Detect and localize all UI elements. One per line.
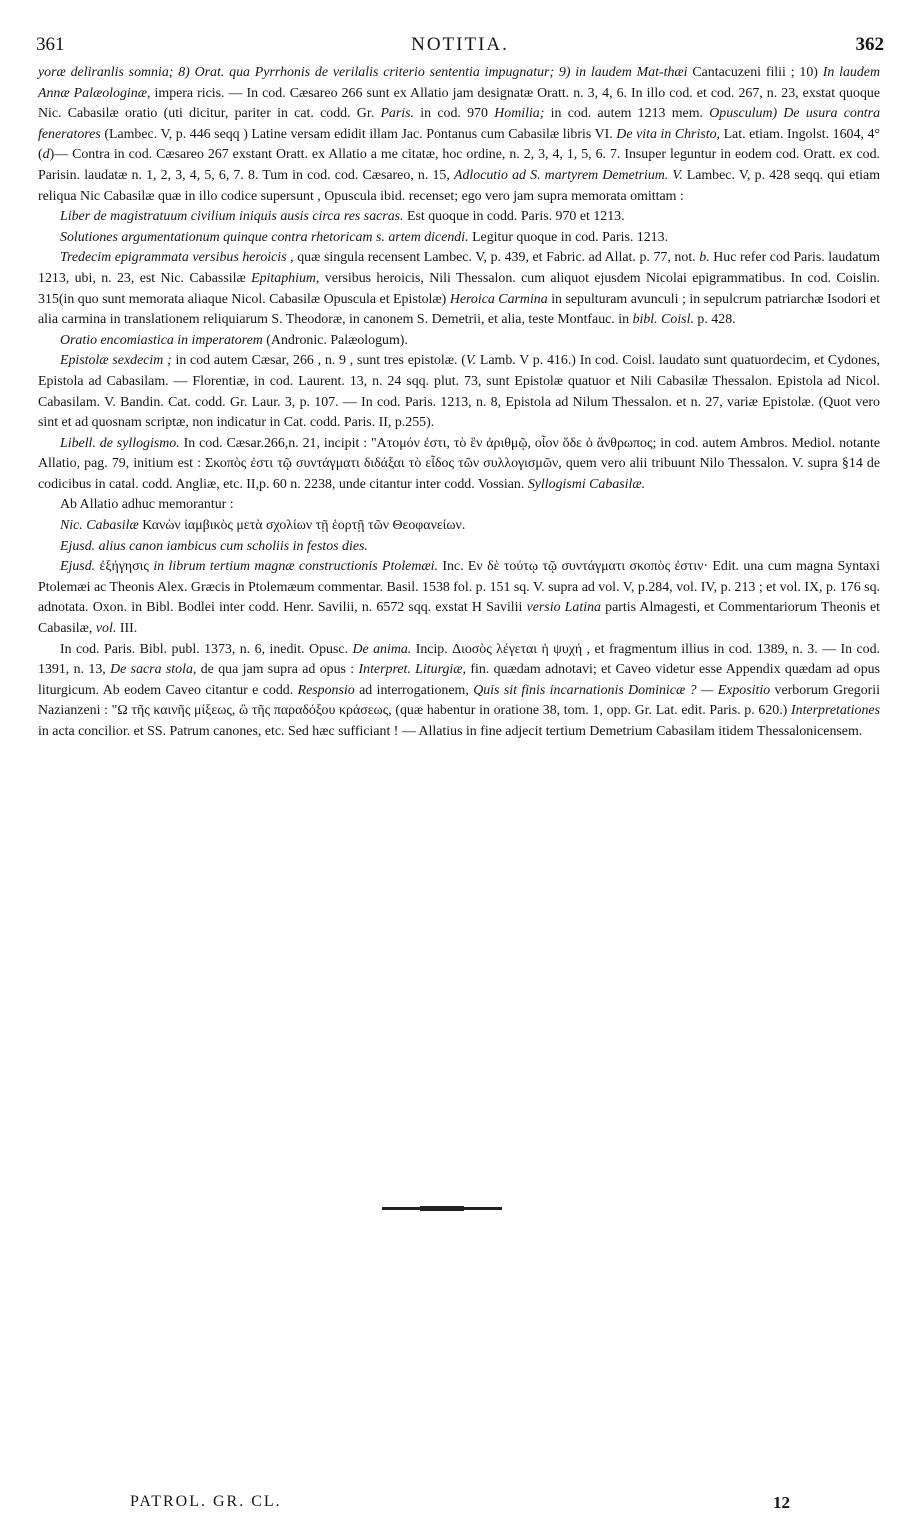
italic-text: versio Latina [526, 600, 601, 616]
text-run: Legitur quoque in cod. Paris. 1213. [468, 229, 669, 245]
italic-text: Epistolæ sexdecim ; [60, 353, 172, 369]
text-run: In cod. Cæsar.266,n. 21, incipit : "Ατομόν ἐστι, τὸ ἓν ἀριθμῷ, οἷον ὅδε ὁ ἄνθρωπος; in cod. autem Ambros. Mediol. notante Allatio, pag. 79, initium est : Σκοπὸς ἐστι τῷ συντάγματι διδάξαι τὸ εἶδος τῶν συλλογισμῶν, quem vero alii tribuunt Nilo Thessalon. V. supra §14 de codicibus in catal. codd. Angliæ, etc. II,p. 60 n. 2238, unde citantur inter codd. Vossian. [38, 435, 880, 492]
gathering-number: 12 [773, 1493, 790, 1512]
italic-text: Responsio [297, 682, 355, 698]
paragraph [38, 228, 880, 249]
text-run: Est quoque in codd. Paris. 970 et 1213. [403, 209, 625, 225]
paragraph [38, 516, 880, 537]
italic-text: Homilia; [494, 106, 545, 122]
paragraph [38, 434, 880, 496]
paragraph [38, 207, 880, 228]
text-run: (Andronic. Palæologum). [262, 332, 408, 348]
paragraph [38, 537, 880, 558]
italic-text: V. [465, 353, 477, 369]
italic-text: De anima. [352, 641, 412, 657]
text-run: impera ricis. — In cod. Cæsareo 266 sunt ex Allatio jam designatæ Oratt. n. 3, 4, 6. In illo cod. et cod. 267, n. 23, exstat quoque Nic. Cabasilæ oratio (uti dicitur, pariter in cat. codd. Gr. [38, 85, 880, 122]
italic-text: Quis sit finis incarnationis Dominicæ ? — Expositio [473, 682, 771, 698]
text-run: in cod. 970 [414, 106, 495, 122]
italic-text: Oratio encomiastica in imperatorem [60, 332, 263, 348]
italic-text: Adlocutio ad S. martyrem Demetrium. V. [453, 167, 683, 183]
italic-text: De sacra stola, [110, 662, 197, 678]
italic-text: Epitaphium, [251, 270, 320, 286]
text-run: Huc refer cod Paris. laudatum 1213, ubi, n. 23, est Nic. Cabassilæ [38, 250, 880, 286]
text-run: (Lambec. V, p. 446 seqq ) Latine versam edidit illam Jac. Pontanus cum Cabasilæ libris VI. [100, 126, 617, 142]
text-run: ἐξήγησις [95, 559, 154, 575]
paragraph [38, 63, 880, 207]
text-run: Cantacuzeni filii ; 10) [687, 65, 823, 80]
text-run: in sepulturam avunculi ; in sepulcrum patriarchæ Isodori et alia carmina in translationem reliquiarum S. Theodoræ, in canonem S. Demetrii, et alia, teste Montfauc. in [38, 291, 880, 328]
italic-text: Liber de magistratuum civilium iniquis ausis circa res sacras. [60, 209, 404, 225]
text-run: partis Almagesti, et Commentariorum Theonis et Cabasilæ, [38, 600, 880, 637]
text-run: )— Contra in cod. Cæsareo 267 exstant Oratt. ex Allatio a me citatæ, hoc ordine, n. 2, 3, 4, 1, 5, 6. 7. Insuper leguntur in eodem cod. Oratt. ex cod. Parisin. laudatæ n. 1, 2, 3, 4, 5, 6, 7. 8. Tum in cod. cod. Cæsareo, n. 15, [38, 147, 880, 183]
italic-text: In laudem Annæ Palæologinæ, [38, 65, 880, 101]
italic-text: Solutiones argumentationum quinque contra rhetoricam s. artem dicendi. [60, 229, 469, 245]
italic-text: Interpretationes [791, 703, 880, 719]
italic-text: Tredecim epigrammata versibus heroicis [60, 250, 287, 266]
italic-text: Ejusd. [60, 559, 96, 575]
italic-text: Nic. Cabasilæ [60, 518, 139, 534]
italic-text: Opusculum) De usura contra feneratores [38, 106, 881, 142]
paragraph [38, 557, 880, 639]
italic-text: b. [699, 250, 710, 266]
text-run: Incip. Διοσὸς λέγεται ἡ ψυχή , et fragmentum illius in cod. 1389, n. 3. — In cod. 1391, n. 13, [38, 641, 880, 678]
text-run: In cod. Paris. Bibl. publ. 1373, n. 6, inedit. Opusc. [60, 641, 353, 657]
italic-text: Paris. [380, 106, 415, 122]
italic-text: bibl. Coisl. [632, 312, 694, 328]
paragraph [38, 640, 880, 743]
paragraph [38, 331, 880, 352]
text-run: verborum Gregorii Nazianzeni : "Ω τῆς καινῆς μίξεως, ὢ τῆς παραδόξου κράσεως, (quæ habentur in oratione 38, tom. 1, opp. Gr. Lat. edit. Paris. p. 620.) [38, 682, 881, 719]
italic-text: Libell. de syllogismo. [60, 435, 180, 451]
italic-text: Syllogismi Cabasilæ. [527, 476, 646, 492]
running-header [36, 34, 884, 60]
text-run: ad interrogationem, [354, 682, 474, 698]
text-run: fin. quædam adnotavi; et Caveo videtur esse Appendix quædam ad opus liturgicum. Ab eodem Caveo citantur e codd. [38, 662, 881, 698]
text-run: Lat. etiam. Ingolst. 1604, 4° ( [38, 126, 880, 163]
text-run: de qua jam supra ad opus : [196, 662, 359, 678]
italic-text: vol. [95, 621, 117, 637]
text-run: versibus heroicis, Nili Thessalon. cum aliquot ejusdem Nicolai epigrammatibus. In cod. Coislin. 315(in quo sunt memorata aliaque Nicol. Cabasilæ Opuscula et Epistolæ) [38, 270, 880, 307]
left-page-number: 361 [36, 34, 65, 55]
text-run: Ab Allatio adhuc memorantur : [60, 497, 234, 513]
text-body [38, 63, 880, 743]
italic-text: De vita in Christo, [616, 126, 720, 142]
text-run: in cod. autem 1213 mem. [544, 106, 710, 122]
footer-signature: PATROL. GR. CL. [130, 1493, 282, 1510]
text-run: Lambec. V, p. 428 seqq. qui etiam reliqua Nic Cabasilæ quæ in illo codice supersunt , Opuscula ibid. recenset; ego vero jam supra memorata omittam : [38, 167, 881, 204]
italic-text: Interpret. Liturgiæ, [358, 662, 467, 678]
right-page-number: 362 [855, 34, 884, 55]
italic-text: in librum tertium magnæ constructionis Ptolemæi. [153, 559, 438, 575]
section-end-rule [382, 1207, 502, 1210]
paragraph [38, 248, 880, 330]
italic-text: Ejusd. alius canon iambicus cum scholiis in festos dies. [60, 538, 368, 554]
italic-text: d [42, 147, 50, 163]
text-run: Lamb. V p. 416.) In cod. Coisl. laudato sunt quatuordecim, et Cydones, Epistola ad Cabasilam. — Florentiæ, in cod. Laurent. 13, n. 24 sqq. plut. 73, sunt Epistolæ quatuor et Nili Cabasilæ Thessalon. Epistola ad Nicol. Cabasilam. V. Bandin. Cat. codd. Gr. Laur. 3, p. 107. — In cod. Paris. 1213, n. 8, Epistola ad Nilum Thessalon. et n. 27, variæ Epistolæ. (Quot vero sint et ad quosnam scriptæ, non indicatur in Cat. codd. Paris. II, p.255). [38, 353, 880, 431]
text-run: III. [116, 621, 138, 637]
text-run: p. 428. [693, 312, 736, 328]
paragraph [38, 495, 880, 516]
text-run: in cod autem Cæsar, 266 , n. 9 , sunt tres epistolæ. ( [171, 353, 466, 369]
italic-text: Heroica Carmina [449, 291, 548, 307]
footer [130, 1493, 790, 1517]
running-title: NOTITIA. [411, 34, 509, 55]
text-run: Inc. Εν δὲ τούτῳ τῷ συντάγματι σκοπὸς ἐστιν· Edit. una cum magna Syntaxi Ptolemæi ac Theonis Alex. Græcis in Ptolemæum commentar. Basil. 1538 fol. p. 151 sq. V. supra ad vol. V, p.284, vol. IV, p. 213 ; et vol. IX, p. 176 sq. adnotata. Oxon. in Bibl. Bodlei inter codd. Henr. Savilii, n. 6572 sqq. exstat H Savilii [38, 559, 880, 616]
text-run: , quæ singula recensent Lambec. V, p. 439, et Fabric. ad Allat. p. 77, not. [286, 250, 700, 266]
text-run: in acta concilior. et SS. Patrum canones, etc. Sed hæc sufficiant ! — Allatius in fine adjecit tertium Demetrium Cabasilam itidem Thessalonicensem. [38, 724, 863, 739]
text-run: Κανὼν ἰαμβικὸς μετὰ σχολίων τῇ ἑορτῇ τῶν Θεοφανείων. [138, 518, 466, 534]
italic-text: yoræ deliranlis somnia; 8) Orat. qua Pyrrhonis de verilalis criterio sententia impugnatur; 9) in laudem Mat-thæi [38, 65, 688, 80]
paragraph [38, 351, 880, 433]
